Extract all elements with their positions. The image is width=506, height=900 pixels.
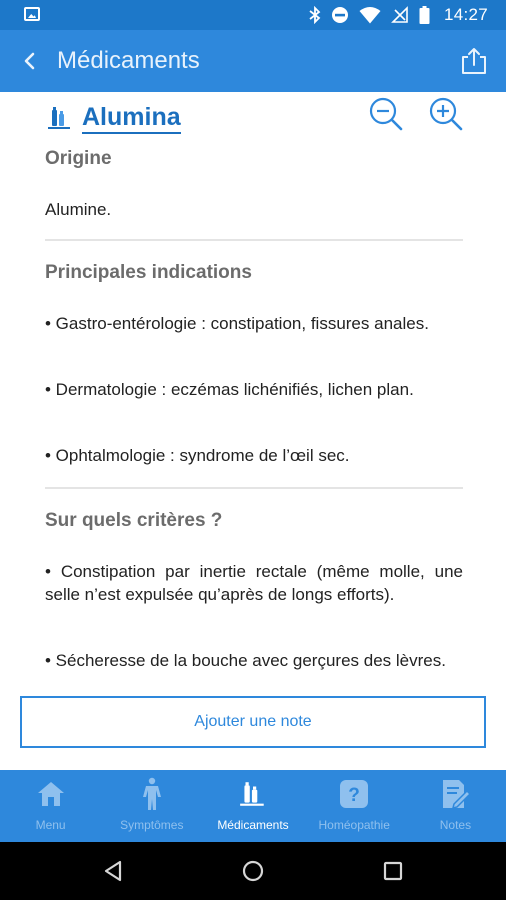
section-origine-body [45,198,463,221]
home-circle-icon[interactable] [239,857,267,885]
gallery-icon [24,7,40,21]
svg-text:?: ? [348,785,361,806]
zoom-in-icon[interactable] [428,96,464,132]
status-bar [0,0,506,30]
nav-item-medicaments[interactable] [202,770,303,842]
back-button[interactable] [14,45,46,77]
recents-square-icon[interactable] [379,857,407,885]
section-criteres-item [45,649,463,672]
section-indications [45,262,463,284]
nav-label: Menu [35,818,66,832]
paragraph: • Sécheresse de la bouche avec gerçures des lèvres. [45,651,446,670]
remedy-header [46,100,181,136]
status-time: 14:27 [443,5,488,24]
bottom-nav [0,770,506,842]
paragraph: • Constipation par inertie rectale (même molle, une selle n’est expulsée qu’après de longs efforts). [45,562,463,604]
section-criteres [45,510,463,532]
section-title: Sur quels critères ? [45,510,223,531]
nav-item-notes[interactable] [405,770,506,842]
paragraph: • Ophtalmologie : syndrome de l’œil sec. [45,446,350,465]
wifi-icon [359,6,381,24]
battery-icon [419,6,430,24]
paragraph: • Dermatologie : eczémas lichénifiés, lichen plan. [45,380,414,399]
paragraph: Alumine. [45,200,112,219]
nav-label: Symptômes [120,818,184,832]
section-title: Principales indications [45,262,252,283]
add-note-button[interactable]: Ajouter une note [20,696,486,748]
nav-item-symptomes[interactable] [101,770,202,842]
do-not-disturb-icon [331,6,349,24]
section-indications-item [45,378,463,401]
no-signal-icon [391,6,409,24]
back-triangle-icon[interactable] [99,857,127,885]
divider [45,239,463,241]
nav-label: Notes [439,818,472,832]
divider [45,487,463,489]
page-title: Médicaments [57,47,200,74]
system-nav-bar [0,842,506,900]
share-button[interactable] [456,43,492,79]
app-bar [0,30,506,92]
nav-label: Homéopathie [318,818,390,832]
monograph-content[interactable] [0,92,506,680]
status-icons [309,0,488,30]
bluetooth-icon [309,6,321,24]
remedy-name: Alumina [82,103,181,134]
remedy-bottles-icon [238,779,268,809]
home-icon [36,779,66,809]
paragraph: • Gastro-entérologie : constipation, fissures anales. [45,314,429,333]
section-title: Origine [45,148,112,169]
nav-item-homeopathie[interactable] [304,770,405,842]
section-indications-item [45,444,463,467]
zoom-out-icon[interactable] [368,96,404,132]
section-indications-item [45,312,463,335]
section-criteres-item [45,560,463,606]
nav-label: Médicaments [217,818,289,832]
chevron-left-icon [23,52,37,70]
notes-edit-icon [440,778,470,810]
question-icon [339,779,369,809]
share-icon [460,46,488,76]
remedy-bottles-icon [46,104,74,132]
section-origine [45,148,463,170]
nav-item-menu[interactable] [0,770,101,842]
body-icon [141,777,163,811]
